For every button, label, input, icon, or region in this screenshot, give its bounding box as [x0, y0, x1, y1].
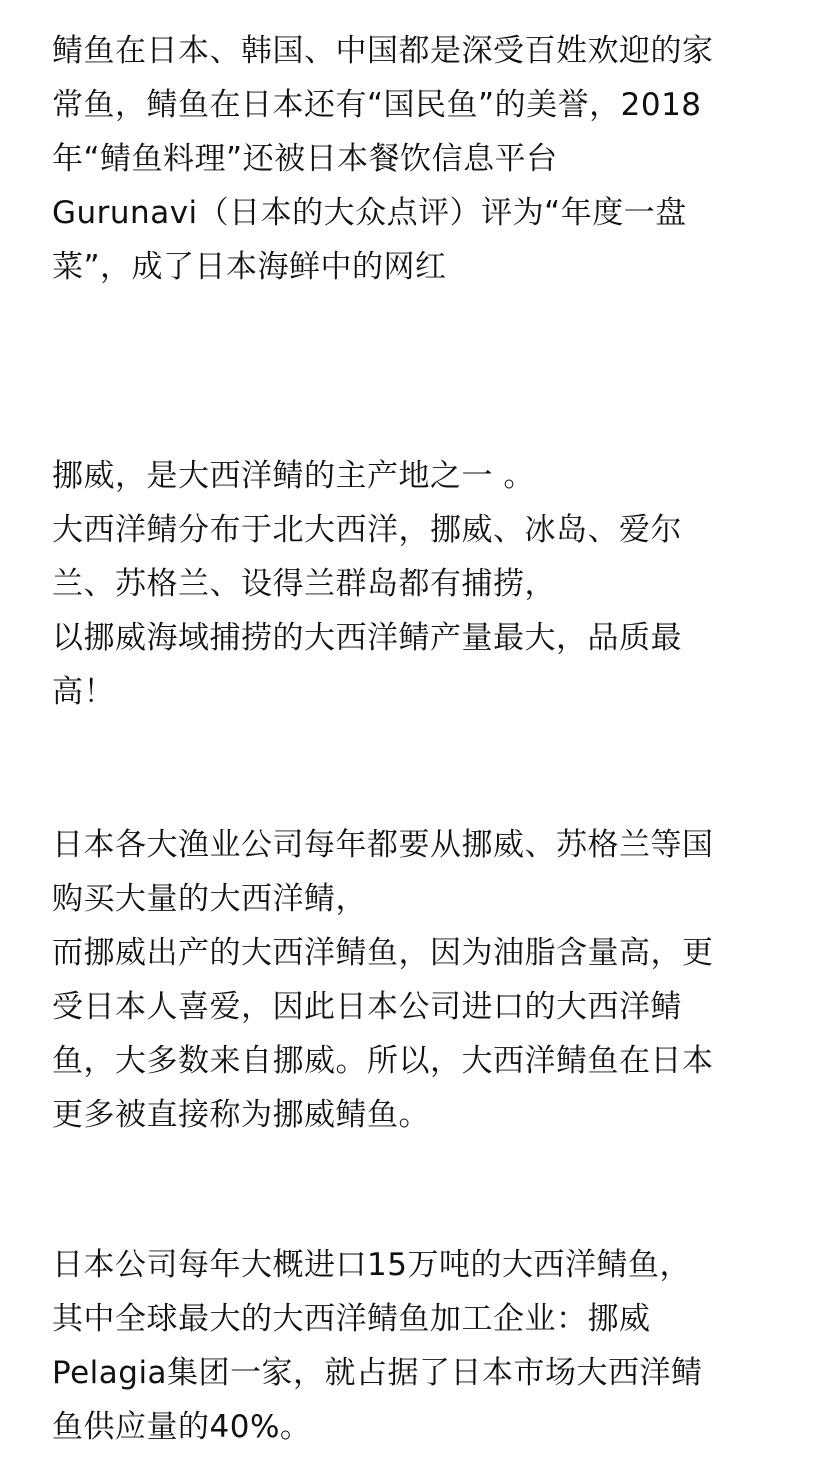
paragraph-mackerel-popularity	[52, 24, 792, 294]
text-line: 大西洋鲭分布于北大西洋，挪威、冰岛、爱尔	[52, 512, 682, 548]
text-line: 年“鲭鱼料理”还被日本餐饮信息平台	[52, 141, 558, 177]
text-line: 菜”，成了日本海鲜中的网红	[52, 249, 447, 285]
text-line: 鱼供应量的40%。	[52, 1409, 312, 1445]
text-line: 而挪威出产的大西洋鲭鱼，因为油脂含量高，更	[52, 935, 714, 971]
text-line: 受日本人喜爱，因此日本公司进口的大西洋鲭	[52, 989, 682, 1025]
text-line: 日本各大渔业公司每年都要从挪威、苏格兰等国	[52, 827, 714, 863]
text-line: 常鱼，鲭鱼在日本还有“国民鱼”的美誉，2018	[52, 87, 702, 123]
paragraph-japan-imports	[52, 818, 792, 1142]
text-line: 其中全球最大的大西洋鲭鱼加工企业：挪威	[52, 1301, 651, 1337]
text-line: 以挪威海域捕捞的大西洋鲭产量最大，品质最	[52, 620, 682, 656]
text-line: Pelagia集团一家，就占据了日本市场大西洋鲭	[52, 1355, 703, 1391]
text-line: 高！	[52, 674, 115, 710]
text-line: 挪威，是大西洋鲭的主产地之一 。	[52, 458, 535, 494]
text-line: 更多被直接称为挪威鲭鱼。	[52, 1097, 430, 1133]
text-line: 鱼，大多数来自挪威。所以，大西洋鲭鱼在日本	[52, 1043, 714, 1079]
text-line: 兰、苏格兰、设得兰群岛都有捕捞，	[52, 566, 556, 602]
paragraph-norway-production	[52, 449, 792, 719]
paragraph-import-volume	[52, 1238, 792, 1454]
text-line: 购买大量的大西洋鲭，	[52, 881, 367, 917]
text-line: 日本公司每年大概进口15万吨的大西洋鲭鱼，	[52, 1247, 691, 1283]
text-line: Gurunavi（日本的大众点评）评为“年度一盘	[52, 195, 687, 231]
text-line: 鲭鱼在日本、韩国、中国都是深受百姓欢迎的家	[52, 33, 714, 69]
